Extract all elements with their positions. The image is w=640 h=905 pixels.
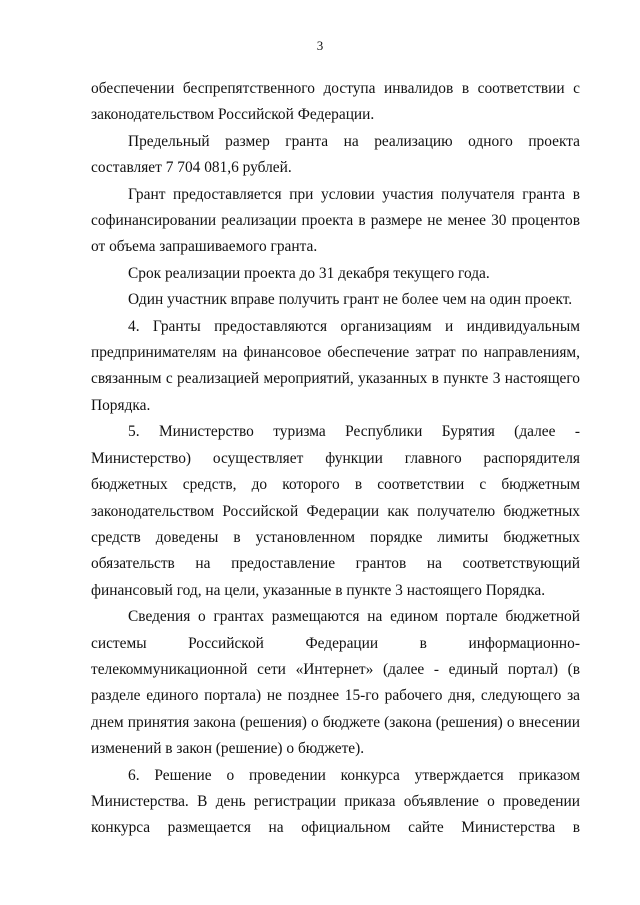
paragraph-item-6: 6. Решение о проведении конкурса утверждается приказом Министерства. В день регистрации приказа объявление о проведении конкурса размещается на официальном сайте Министерства в [91, 766, 580, 837]
paragraph-grant-max-size: Предельный размер гранта на реализацию одного проекта составляет 7 704 081,6 рублей. [91, 132, 580, 177]
paragraph-portal-info: Сведения о грантах размещаются на едином портале бюджетной системы Российской Федерации в информационно-телекоммуникационной сети «Интернет» (далее - единый портал) (в разделе единого портала) не позднее 15-го рабочего дня, следующего за днем принятия закона (решения) о бюджете (закона (решения) о внесении изменений в закон (решение) о бюджете). [91, 608, 580, 758]
paragraph-item-5: 5. Министерство туризма Республики Бурятия (далее - Министерство) осуществляет функции главного распорядителя бюджетных средств, до которого в соответствии с бюджетным законодательством Российской Федерации как получателю бюджетных средств доведены в установленном порядке лимиты бюджетных обязательств на предоставление грантов на соответствующий финансовый год, на цели, указанные в пункте 3 настоящего Порядка. [91, 423, 580, 599]
document-body [91, 76, 580, 842]
paragraph-cofinancing: Грант предоставляется при условии участия получателя гранта в софинансировании реализации проекта в размере не менее 30 процентов от объема запрашиваемого гранта. [91, 185, 580, 256]
paragraph-project-deadline: Срок реализации проекта до 31 декабря текущего года. [128, 264, 490, 282]
paragraph-item-4: 4. Гранты предоставляются организациям и индивидуальным предпринимателям на финансовое обеспечение затрат по направлениям, связанным с реализацией мероприятий, указанных в пункте 3 настоящего Порядка. [91, 317, 580, 414]
paragraph-one-project-limit: Один участник вправе получить грант не более чем на один проект. [128, 291, 573, 309]
page-number: 3 [316, 38, 324, 53]
paragraph-continuation: обеспечении беспрепятственного доступа инвалидов в соответствии с законодательством Российской Федерации. [91, 80, 580, 124]
